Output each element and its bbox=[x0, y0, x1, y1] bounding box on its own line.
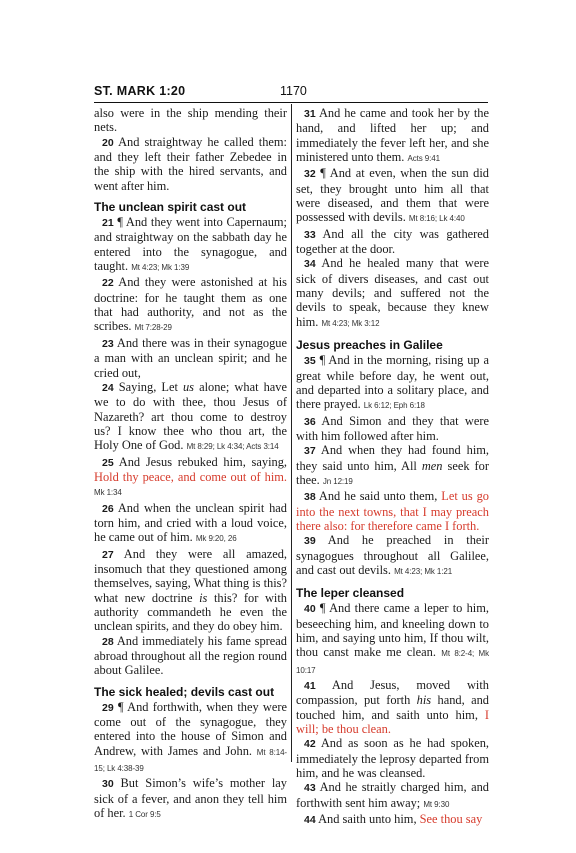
verse-number: 35 bbox=[304, 355, 316, 368]
pilcrow-mark: ¶ bbox=[319, 353, 326, 368]
verse-34: 34 And he healed many that were sick of divers diseases, and cast out many devils; and suffered not the devils to speak, because they knew him. Mt 4:23; Mk 3:12 bbox=[296, 256, 489, 329]
verse-40: 40 ¶ And there came a leper to him, beseeching him, and kneeling down to him, and saying unto him, If thou wilt, thou canst make me clean. Mt 8:2-4; Mk 10:17 bbox=[296, 601, 489, 675]
verse-number: 21 bbox=[102, 217, 114, 230]
verse-number: 29 bbox=[102, 701, 114, 714]
verse-number: 25 bbox=[102, 456, 114, 469]
verse-number: 37 bbox=[304, 445, 316, 458]
verse-20: 20 And straightway he called them: and they left their father Zebedee in the ship with the hired servants, and went after him. bbox=[94, 134, 287, 193]
verse-number: 36 bbox=[304, 415, 316, 428]
verse-number: 33 bbox=[304, 228, 316, 241]
pilcrow-mark: ¶ bbox=[319, 601, 326, 616]
pilcrow-mark: ¶ bbox=[117, 699, 124, 714]
cross-reference: Mk 1:34 bbox=[94, 488, 122, 498]
verse-44: 44 And saith unto him, See thou say bbox=[304, 812, 483, 827]
verse-28: 28 And immediately his fame spread abroad throughout all the region round about Galilee. bbox=[94, 633, 287, 678]
verse-36: 36 And Simon and they that were with him followed after him. bbox=[296, 413, 489, 443]
cross-reference: Mt 4:23; Mk 3:12 bbox=[321, 318, 380, 328]
verse-22: 22 And they were astonished at his doctrine: for he taught them as one that had authority, and not as the scribes. Mt 7:28-29 bbox=[94, 275, 287, 334]
verse-number: 24 bbox=[102, 381, 114, 394]
page-number: 1170 bbox=[280, 84, 307, 98]
verse-number: 42 bbox=[304, 738, 316, 751]
verse-25: 25 And Jesus rebuked him, saying, Hold thy peace, and come out of him. Mk 1:34 bbox=[94, 454, 287, 498]
cross-reference: Acts 9:41 bbox=[407, 154, 440, 164]
verse-38: 38 And he said unto them, Let us go into the next towns, that I may preach there also: for therefore came I forth. bbox=[296, 489, 489, 533]
cross-reference: Lk 6:12; Eph 6:18 bbox=[363, 401, 425, 411]
verse-29: 29 ¶ And forthwith, when they were come out of the synagogue, they entered into the house of Simon and Andrew, with James and John. Mt 8:14-15; Lk 4:38-39 bbox=[94, 699, 287, 774]
verse-24: 24 Saying, Let us alone; what have we to do with thee, thou Jesus of Nazareth? art thou come to destroy us? I know thee who thou art, the Holy One of God. Mt 8:29; Lk 4:34; Acts 3:14 bbox=[94, 379, 287, 453]
cross-reference: Mt 8:14-15; Lk 4:38-39 bbox=[94, 747, 287, 774]
verse-42: 42 And as soon as he had spoken, immediately the leprosy departed from him, and he was cleansed. bbox=[296, 736, 489, 781]
verse-41: 41 And Jesus, moved with compassion, put forth his hand, and touched him, and saith unto him, I will; be thou clean. bbox=[296, 678, 489, 737]
verse-26: 26 And when the unclean spirit had torn him, and cried with a loud voice, he came out of him. Mk 9:20, 26 bbox=[94, 500, 287, 545]
verse-35: 35 ¶ And in the morning, rising up a great while before day, he went out, and departed into a solitary place, and there prayed. Lk 6:12; Eph 6:18 bbox=[296, 353, 489, 412]
verse-number: 40 bbox=[304, 603, 316, 616]
verse-number: 22 bbox=[102, 277, 114, 290]
section-heading: The unclean spirit cast out bbox=[94, 200, 247, 215]
verse-number: 38 bbox=[304, 491, 316, 504]
verse-number: 31 bbox=[304, 108, 316, 120]
verse-number: 41 bbox=[304, 680, 316, 693]
verse-21: 21 ¶ And they went into Capernaum; and straightway on the sabbath day he entered into the synagogue, and taught. Mt 4:23; Mk 1:39 bbox=[94, 215, 287, 274]
cross-reference: 1 Cor 9:5 bbox=[128, 810, 161, 820]
section-heading: The leper cleansed bbox=[296, 586, 405, 601]
verse-number: 26 bbox=[102, 502, 114, 515]
cross-reference: Jn 12:19 bbox=[322, 476, 353, 486]
verse-19-continuation: also were in the ship mending their nets. bbox=[94, 106, 287, 135]
verse-31: 31 And he came and took her by the hand, and lifted her up; and immediately the fever left her, and she ministered unto them. Acts 9:41 bbox=[296, 106, 489, 165]
cross-reference: Mt 4:23; Mk 1:21 bbox=[394, 566, 453, 576]
verse-23: 23 And there was in their synagogue a man with an unclean spirit; and he cried out, bbox=[94, 335, 287, 380]
words-of-christ: Let us go into the next towns, that I may preach there also: for therefore came I forth. bbox=[296, 489, 489, 533]
verse-number: 23 bbox=[102, 337, 114, 350]
verse-number: 39 bbox=[304, 535, 316, 548]
words-of-christ: Hold thy peace, and come out of him. bbox=[94, 469, 287, 484]
header-rule bbox=[94, 102, 488, 103]
running-head: ST. MARK 1:20 bbox=[94, 84, 186, 98]
verse-number: 27 bbox=[102, 548, 114, 561]
verse-32: 32 ¶ And at even, when the sun did set, they brought unto him all that were diseased, and them that were possessed with devils. Mt 8:16; Lk 4:40 bbox=[296, 166, 489, 225]
verse-30: 30 But Simon’s wife’s mother lay sick of a fever, and anon they tell him of her. 1 Cor 9:5 bbox=[94, 776, 287, 821]
verse-number: 20 bbox=[102, 136, 114, 149]
words-of-christ: I will; be thou clean. bbox=[296, 707, 489, 737]
verse-27: 27 And they were all amazed, insomuch that they questioned among themselves, saying, What thing is this? what new doctrine is this? for with authority commandeth he even the unclean spirits, and they do obey him. bbox=[94, 546, 287, 634]
verse-number: 34 bbox=[304, 258, 316, 271]
section-heading: Jesus preaches in Galilee bbox=[296, 338, 443, 353]
verse-number: 28 bbox=[102, 635, 114, 648]
words-of-christ: See thou say bbox=[419, 812, 483, 827]
pilcrow-mark: ¶ bbox=[320, 166, 326, 181]
cross-reference: Mt 8:16; Lk 4:40 bbox=[408, 214, 465, 224]
cross-reference: Mt 7:28-29 bbox=[134, 323, 172, 333]
right-column bbox=[296, 106, 489, 827]
verse-33: 33 And all the city was gathered together at the door. bbox=[296, 226, 489, 257]
section-heading: The sick healed; devils cast out bbox=[94, 684, 275, 699]
verse-number: 30 bbox=[102, 778, 114, 791]
verse-number: 32 bbox=[304, 168, 316, 181]
column-divider bbox=[291, 104, 292, 762]
verse-number: 44 bbox=[304, 814, 316, 827]
verse-43: 43 And he straitly charged him, and forthwith sent him away; Mt 9:30 bbox=[296, 780, 490, 810]
cross-reference: Mt 8:29; Lk 4:34; Acts 3:14 bbox=[186, 442, 279, 452]
left-column bbox=[94, 106, 287, 822]
pilcrow-mark: ¶ bbox=[117, 215, 123, 230]
page-header bbox=[94, 84, 488, 104]
cross-reference: Mt 4:23; Mk 1:39 bbox=[131, 263, 190, 273]
verse-37: 37 And when they had found him, they said unto him, All men seek for thee. Jn 12:19 bbox=[296, 443, 489, 487]
cross-reference: Mk 9:20, 26 bbox=[195, 534, 237, 544]
cross-reference: Mt 8:2-4; Mk 10:17 bbox=[296, 649, 489, 675]
verse-39: 39 And he preached in their synagogues throughout all Galilee, and cast out devils. Mt 4:23; Mk 1:21 bbox=[296, 533, 490, 577]
verse-number: 43 bbox=[304, 782, 316, 795]
cross-reference: Mt 9:30 bbox=[423, 799, 450, 809]
